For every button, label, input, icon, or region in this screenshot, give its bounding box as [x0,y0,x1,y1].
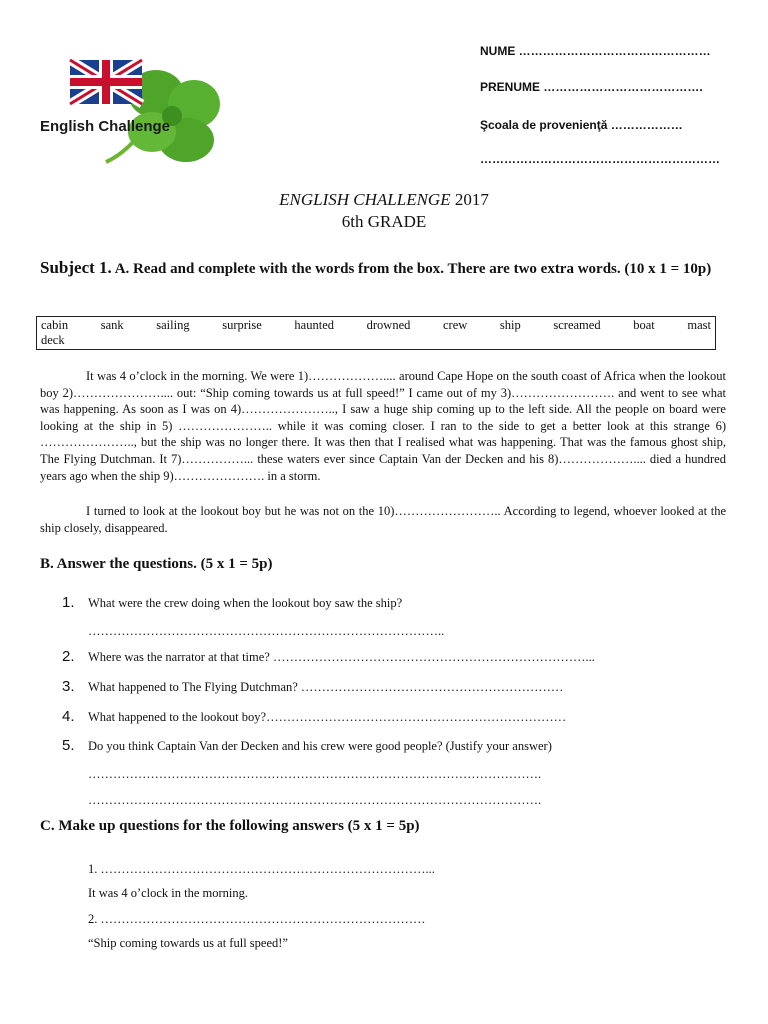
question-1 [62,594,402,611]
word-item: ship [499,318,521,332]
word-item: crew [443,318,468,332]
section-c-heading: C. Make up questions for the following answers (5 x 1 = 5p) [40,818,420,834]
title-italic: ENGLISH CHALLENGE [279,190,451,209]
given-answer-1: It was 4 o’clock in the morning. [88,886,249,900]
section-b-heading: B. Answer the questions. (5 x 1 = 5p) [40,556,273,572]
question-text[interactable]: Where was the narrator at that time? …………………………………………………………………... [88,650,595,664]
question-number: 2. [62,648,75,665]
title-year: 2017 [454,190,489,209]
given-answer-2: “Ship coming towards us at full speed!” [88,936,288,950]
word-item: drowned [366,318,411,332]
subject1-lead: Subject 1. [40,258,112,277]
word-item: boat [633,318,655,332]
field-scoala[interactable]: Şcoala de provenienţă ……………… [480,118,683,132]
english-challenge-logo [36,52,236,172]
question-2 [62,648,595,665]
answer-line-1[interactable]: ………………………………………………………………………….. [88,624,445,638]
word-box [36,316,716,350]
paragraph-1-text: It was 4 o’clock in the morning. We were 1)……………….... around Cape Hope on the south coast of Africa when the lookout boy 2)………………….... out: “Ship coming towards us at full speed!” I came out of my 3)……………………. and went to see what was happening. As soon as I was on 4)………………….., I saw a huge ship coming up to the left side. All the people on board were looking at the ship in 5) ………………….. while it was coming closer. I ran to the side to get a better look at this strange 6) ………………….., but the ship was no longer there. It was then that I realised what was happening. That was the famous ghost ship, The Flying Dutchman. It 7)……………... these waters ever since Captain Van der Decken and his 8)……………….... died a hundred years ago when the ship 9)…………………. in a storm. [40,369,726,483]
logo-text: English Challenge [40,118,171,135]
field-nume[interactable]: NUME ………………………………………… [480,44,711,58]
question-4 [62,708,566,725]
paragraph-2-text: I turned to look at the lookout boy but he was not on the 10)…………………….. According to legend, whoever looked at the ship closely, disappeared. [40,504,726,535]
word-item: sank [100,318,124,332]
question-number: 1. [62,594,75,611]
word-item: cabin [41,318,69,332]
field-prenume[interactable]: PRENUME …………………………………. [480,80,703,94]
field-extra[interactable]: …………………………………………………… [480,152,720,166]
word-item: haunted [294,318,334,332]
word-item: surprise [222,318,262,332]
question-3 [62,678,563,695]
subject1-instruction [40,258,726,279]
question-text[interactable]: What happened to the lookout boy?……………………………………………………………… [88,710,567,724]
grade-title: 6th GRADE [341,212,427,231]
question-line-2[interactable]: 2. …………………………………………………………………… [88,912,426,926]
subject1-text: A. Read and complete with the words from the box. There are two extra words. (10 x 1 = 10p) [114,261,712,277]
question-text: Do you think Captain Van der Decken and his crew were good people? (Justify your answer) [88,739,552,753]
word-item: screamed [553,318,601,332]
word-item: sailing [156,318,190,332]
question-number: 5. [62,737,75,754]
word-item: deck [41,333,65,347]
uk-flag-icon [70,60,142,104]
answer-line-5a[interactable]: ………………………………………………………………………………………………. [88,767,542,781]
question-number: 3. [62,678,75,695]
question-text[interactable]: What happened to The Flying Dutchman? ……………………………………………………… [88,680,564,694]
reading-paragraph-2 [40,503,726,536]
reading-paragraph-1 [40,368,726,484]
word-box-row [41,318,711,333]
word-item: mast [687,318,711,332]
question-5 [62,737,552,754]
answer-line-5b[interactable]: ………………………………………………………………………………………………. [88,793,542,807]
worksheet-title [0,190,768,210]
word-box-row [41,333,711,348]
question-text: What were the crew doing when the lookout boy saw the ship? [88,596,403,610]
question-line-1[interactable]: 1. ……………………………………………………………………... [88,862,435,876]
question-number: 4. [62,708,75,725]
